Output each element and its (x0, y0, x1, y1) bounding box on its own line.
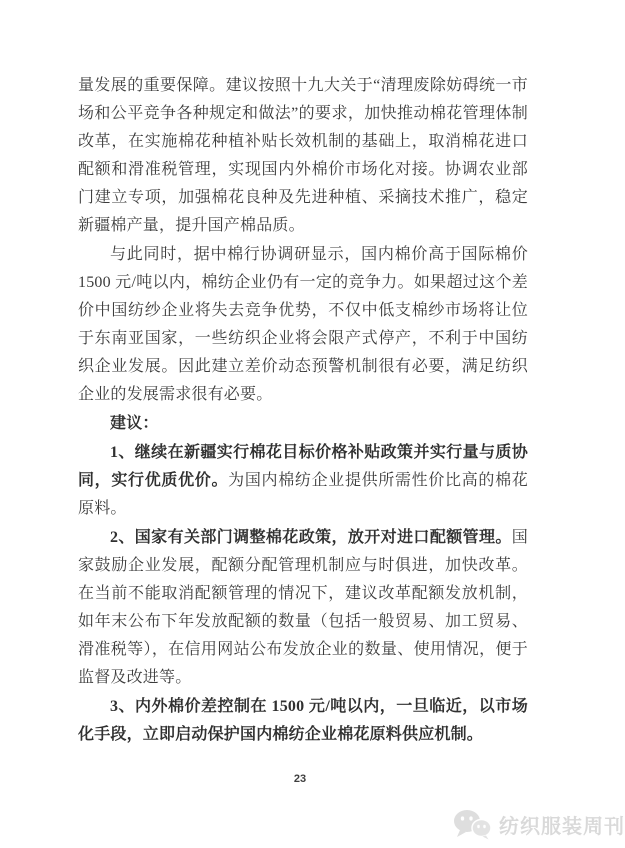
paragraph (78, 439, 528, 523)
paragraph (78, 693, 528, 749)
text-run-bold: 3、内外棉价差控制在 1500 元/吨以内，一旦临近，以市场化手段，立即启动保护国内棉纺企业棉花原料供应机制。 (78, 698, 528, 743)
text-run: 与此同时，据中棉行协调研显示，国内棉价高于国际棉价1500 元/吨以内，棉纺企业仍有一定的竞争力。如果超过这个差价中国纺纱企业将失去竞争优势，不仅中低支棉纱市场将让位于东南亚国家，一些纺织企业将会限产式停产，不利于中国纺织企业发展。因此建立差价动态预警机制很有必要，满足纺织企业的发展需求很有必要。 (78, 246, 528, 403)
text-run-bold: 1、继续在新疆实行棉花目标价格补贴政策并实行量与质协同，实行优质优价。 (78, 444, 528, 489)
text-run: 国家鼓励企业发展，配额分配管理机制应与时俱进，加快改革。在当前不能取消配额管理的情况下，建议改革配额发放机制，如年末公布下年发放配额的数量（包括一般贸易、加工贸易、滑准税等），在信用网站公布发放企业的数量、使用情况，便于监督及改进等。 (78, 529, 528, 686)
text-run: 为国内棉纺企业提供所需性价比高的棉花原料。 (78, 472, 528, 517)
watermark-label: 纺织服装周刊 (499, 815, 625, 838)
paragraph (78, 241, 528, 409)
paragraph (78, 72, 528, 240)
text-run-bold: 建议： (110, 415, 159, 432)
document-body (78, 72, 528, 750)
paragraph (78, 410, 528, 438)
paragraph (78, 524, 528, 692)
text-run: 量发展的重要保障。建议按照十九大关于“清理废除妨碍统一市场和公平竞争各种规定和做法”的要求，加快推动棉花管理体制改革，在实施棉花种植补贴长效机制的基础上，取消棉花进口配额和滑准税管理，实现国内外棉价市场化对接。协调农业部门建立专项，加强棉花良种及先进种植、采摘技术推广，稳定新疆棉产量，提升国产棉品质。 (78, 77, 528, 234)
watermark (452, 808, 625, 840)
wechat-icon (452, 808, 492, 840)
text-run-bold: 2、国家有关部门调整棉花政策，放开对进口配额管理。 (110, 529, 512, 546)
page-number: 23 (293, 773, 307, 785)
